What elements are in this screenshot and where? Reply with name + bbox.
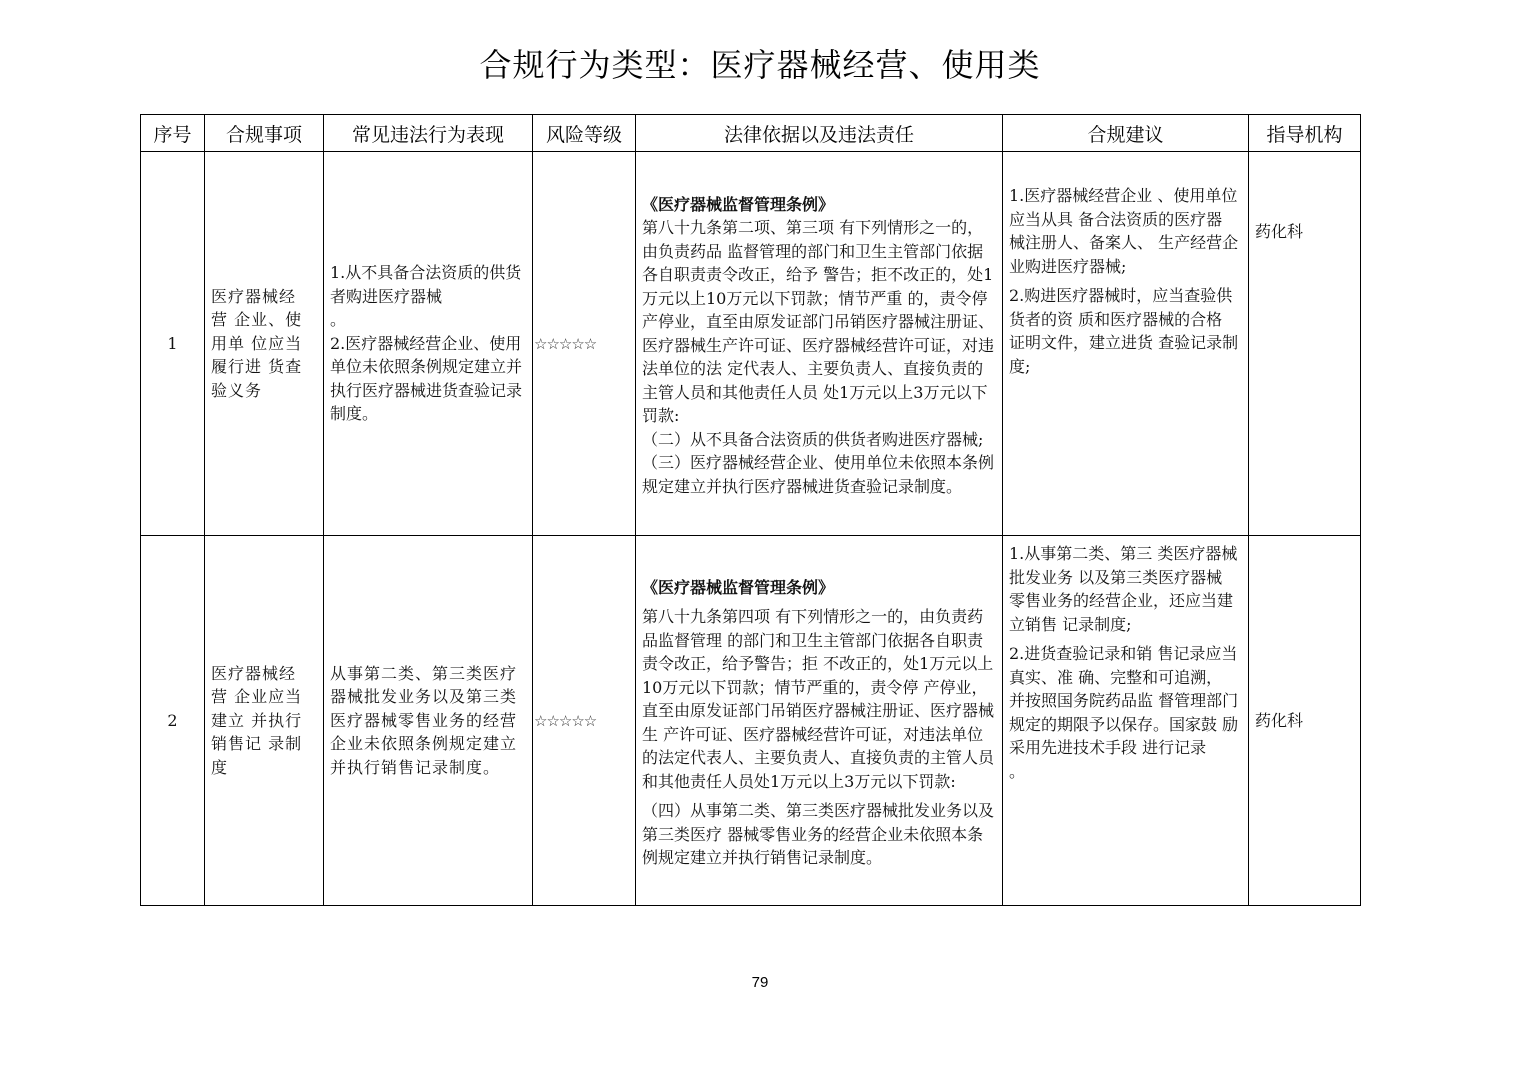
org-text: 药化科 (1255, 710, 1304, 730)
advice-para: 1.从事第二类、第三 类医疗器械批发业务 以及第三类医疗器械 零售业务的经营企业，还应当建立销售 记录制度; (1009, 544, 1238, 634)
row-law (636, 152, 1003, 536)
law-para: （三）医疗器械经营企业、使用单位未依照本条例规定建立并执行医疗器械进货查验记录制度。 (642, 453, 995, 496)
header-item: 合规事项 (205, 115, 324, 152)
row-law (636, 536, 1003, 906)
row-seq (141, 536, 205, 906)
law-para: （四）从事第二类、第三类医疗器械批发业务以及第三类医疗 器械零售业务的经营企业未依照本条例规定建立并执行销售记录制度。 (642, 801, 995, 867)
header-org: 指导机构 (1249, 115, 1361, 152)
row-risk (533, 152, 636, 536)
item-text: 医疗器械经 营 企业、使 用单 位应当 履行进 货查 验义务 (211, 286, 303, 400)
row-risk (533, 536, 636, 906)
header-advice: 合规建议 (1003, 115, 1249, 152)
row-org (1249, 536, 1361, 906)
behavior-para: 2.医疗器械经营企业、使用单位未依照条例规定建立并执行医疗器械进货查验记录制度。 (330, 333, 523, 424)
org-text: 药化科 (1255, 222, 1304, 241)
seq-value: 2 (167, 710, 178, 730)
table-row (141, 536, 1361, 906)
behavior-para: 。 (330, 310, 347, 330)
law-title: 《医疗器械监督管理条例》 (642, 577, 835, 597)
risk-stars: ☆☆☆☆☆ (534, 335, 597, 353)
row-item (205, 152, 324, 536)
page-number: 79 (751, 974, 769, 991)
item-text: 医疗器械经 营 企业应当 建立 并执行 销售记 录制 度 (211, 663, 303, 777)
row-advice (1003, 536, 1249, 906)
law-para: 第八十九条第二项、第三项 有下列情形之一的，由负责药品 监督管理的部门和卫生主管部门依据各自职责责令改正，给予 警告；拒不改正的，处1万元以上10万元以下罚款；情节严重 的，责令停产停业，直至由原发证部门吊销医疗器械注册证、 医疗器械生产许可证、医疗器械经营许可证，对违法单位的法 定代表人、主要负责人、直接负责的主管人员和其他责任人员 处1万元以上3万元以下罚款: (642, 218, 995, 426)
law-title: 《医疗器械监督管理条例》 (642, 194, 835, 214)
row-item (205, 536, 324, 906)
header-seq: 序号 (141, 115, 205, 152)
row-behavior (324, 536, 533, 906)
row-org (1249, 152, 1361, 536)
table-row (141, 152, 1361, 536)
header-row (141, 115, 1361, 152)
header-behavior: 常见违法行为表现 (324, 115, 533, 152)
advice-para: 2.购进医疗器械时，应当查验供货者的资 质和医疗器械的合格 证明文件，建立进货 查验记录制度; (1009, 286, 1239, 376)
advice-para: 1.医疗器械经营企业 、使用单位应当从具 备合法资质的医疗器 械注册人、备案人、 生产经营企业购进医疗器械; (1009, 186, 1239, 276)
advice-para: 。 (1009, 761, 1026, 781)
behavior-para: 1.从不具备合法资质的供货者购进医疗器械 (330, 263, 522, 306)
compliance-table (140, 114, 1361, 906)
row-seq (141, 152, 205, 536)
header-risk: 风险等级 (533, 115, 636, 152)
advice-para: 2.进货查验记录和销 售记录应当真实、准 确、完整和可追溯， 并按照国务院药品监 督管理部门规定的期限予以保存。国家鼓 励采用先进技术手段 进行记录 (1009, 644, 1239, 757)
seq-value: 1 (167, 333, 178, 353)
law-para: （二）从不具备合法资质的供货者购进医疗器械; (642, 429, 984, 449)
header-law: 法律依据以及违法责任 (636, 115, 1003, 152)
risk-stars: ☆☆☆☆☆ (534, 712, 597, 730)
row-advice (1003, 152, 1249, 536)
law-para: 第八十九条第四项 有下列情形之一的，由负责药品监督管理 的部门和卫生主管部门依据各自职责责令改正，给予警告；拒 不改正的，处1万元以上10万元以下罚款；情节严重的，责令停 产停业，直至由原发证部门吊销医疗器械注册证、医疗器械生 产许可证、医疗器械经营许可证，对违法单位的法定代表人、主要负责人、直接负责的主管人员和其他责任人员处1万元以上3万元以下罚款: (642, 607, 995, 791)
behavior-para: 从事第二类、第三类医疗器械批发业务以及第三类医疗器械零售业务的经营企业未依照条例规定建立并执行销售记录制度。 (330, 663, 518, 777)
row-behavior (324, 152, 533, 536)
page-title: 合规行为类型：医疗器械经营、使用类 (479, 46, 1041, 84)
